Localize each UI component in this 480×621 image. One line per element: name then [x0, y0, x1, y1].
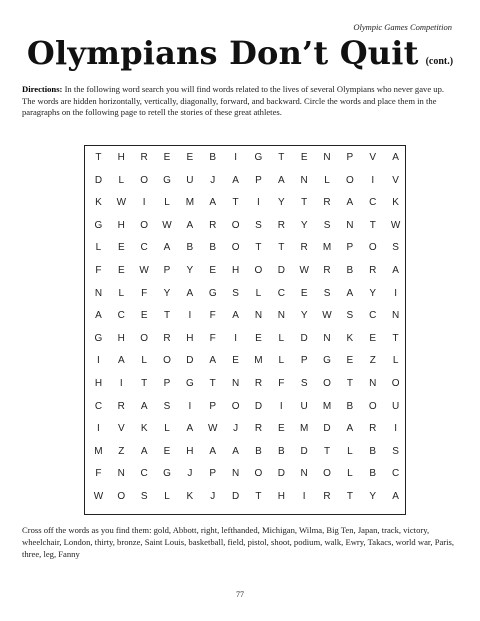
word-list: Cross off the words as you find them: gold, Abbott, right, lefthanded, Michigan, Wilma, Big Ten, Japan, track, victory, wheelchair, London, thirty, bronze, Saint Louis, basketball, field, pistol, shoot, podium, walk, Ewry, Takacs, world war, Paris, three, leg, Fanny [22, 525, 455, 559]
grid-letter[interactable]: S [346, 310, 354, 322]
grid-letter[interactable]: D [277, 265, 285, 276]
grid-letter[interactable]: S [140, 491, 148, 502]
grid-letter[interactable]: E [300, 152, 308, 163]
grid-letter[interactable]: I [371, 174, 375, 186]
grid-letter[interactable]: S [392, 242, 399, 254]
grid-letter[interactable]: P [209, 468, 217, 480]
grid-row [85, 310, 407, 321]
grid-letter[interactable]: T [369, 219, 376, 231]
grid-letter[interactable]: L [141, 355, 147, 367]
grid-letter[interactable]: E [346, 355, 354, 367]
directions-paragraph [22, 84, 458, 119]
grid-letter[interactable]: W [93, 491, 104, 502]
grid-row [85, 242, 407, 253]
grid-letter[interactable]: C [94, 400, 103, 412]
grid-letter[interactable]: G [163, 174, 171, 186]
grid-letter[interactable]: F [141, 287, 148, 299]
grid-letter[interactable]: P [163, 265, 171, 276]
grid-letter[interactable]: A [232, 445, 239, 457]
grid-letter[interactable]: A [346, 197, 354, 209]
grid-letter[interactable]: W [390, 219, 401, 231]
grid-letter[interactable]: G [323, 355, 331, 367]
grid-letter[interactable]: S [323, 219, 331, 231]
grid-letter[interactable]: I [119, 378, 123, 389]
grid-letter[interactable]: N [323, 332, 331, 344]
grid-letter[interactable]: S [300, 378, 308, 389]
grid-letter[interactable]: L [164, 423, 170, 435]
grid-letter[interactable]: G [208, 287, 217, 299]
grid-letter[interactable]: R [369, 265, 377, 276]
grid-letter[interactable]: N [346, 219, 354, 231]
grid-row [85, 265, 407, 276]
grid-letter[interactable]: R [300, 242, 308, 254]
grid-letter[interactable]: G [163, 468, 171, 480]
grid-letter[interactable]: B [209, 242, 217, 254]
grid-row [85, 288, 407, 299]
grid-letter[interactable]: N [300, 468, 308, 480]
grid-letter[interactable]: F [209, 310, 216, 322]
grid-letter[interactable]: R [277, 219, 285, 231]
grid-row [85, 491, 407, 502]
grid-letter[interactable]: R [163, 332, 171, 344]
grid-letter[interactable]: Y [369, 491, 377, 502]
grid-letter[interactable]: H [231, 265, 240, 276]
grid-letter[interactable]: O [117, 491, 126, 502]
grid-letter[interactable]: H [94, 378, 103, 389]
grid-letter[interactable]: N [277, 310, 285, 322]
grid-letter[interactable]: A [163, 242, 171, 254]
grid-letter[interactable]: T [346, 491, 353, 502]
grid-letter[interactable]: O [345, 174, 354, 186]
grid-letter[interactable]: W [299, 265, 309, 276]
grid-letter[interactable]: T [392, 332, 399, 344]
grid-letter[interactable]: R [140, 152, 148, 163]
grid-letter[interactable]: H [186, 445, 194, 457]
grid-letter[interactable]: D [254, 400, 263, 412]
grid-letter[interactable]: I [234, 332, 237, 344]
grid-letter[interactable]: Y [300, 219, 308, 231]
grid-letter[interactable]: T [278, 242, 285, 254]
grid-letter[interactable]: C [369, 197, 377, 209]
grid-row [85, 355, 407, 366]
grid-letter[interactable]: L [95, 242, 102, 254]
grid-letter[interactable]: E [300, 287, 308, 299]
grid-row [85, 220, 407, 231]
grid-letter[interactable]: P [209, 400, 217, 412]
grid-letter[interactable]: R [369, 423, 377, 435]
grid-letter[interactable]: L [324, 174, 330, 186]
grid-letter[interactable]: C [117, 310, 125, 322]
grid-letter[interactable]: D [323, 423, 331, 435]
grid-letter[interactable]: V [369, 152, 377, 163]
grid-letter[interactable]: P [300, 355, 308, 367]
word-search-grid [84, 145, 406, 515]
grid-letter[interactable]: Z [369, 355, 376, 367]
grid-letter[interactable]: A [117, 355, 125, 367]
grid-letter[interactable]: N [231, 378, 240, 389]
grid-letter[interactable]: T [95, 152, 102, 163]
grid-letter[interactable]: W [322, 310, 332, 322]
grid-letter[interactable]: V [392, 174, 399, 186]
grid-letter[interactable]: H [117, 332, 125, 344]
grid-letter[interactable]: K [346, 332, 354, 344]
grid-letter[interactable]: A [392, 265, 399, 276]
grid-letter[interactable]: P [346, 242, 354, 254]
grid-letter[interactable]: T [232, 197, 239, 209]
grid-letter[interactable]: O [231, 219, 240, 231]
grid-letter[interactable]: O [163, 355, 171, 367]
grid-letter[interactable]: D [94, 174, 103, 186]
grid-letter[interactable]: A [186, 219, 194, 231]
grid-letter[interactable]: L [164, 491, 170, 502]
grid-row [85, 468, 407, 479]
grid-letter[interactable]: A [140, 445, 148, 457]
grid-letter[interactable]: H [186, 332, 194, 344]
grid-letter[interactable]: M [254, 355, 263, 367]
grid-letter[interactable]: I [234, 152, 237, 163]
grid-letter[interactable]: O [368, 400, 377, 412]
grid-letter[interactable]: B [209, 152, 217, 163]
grid-letter[interactable]: B [277, 445, 285, 457]
grid-letter[interactable]: N [323, 152, 331, 163]
grid-letter[interactable]: E [369, 332, 377, 344]
grid-row [85, 333, 407, 344]
grid-letter[interactable]: A [392, 152, 399, 163]
grid-letter[interactable]: I [302, 491, 306, 502]
grid-letter[interactable]: B [186, 242, 194, 254]
page-title-main: Olympians Don’t Quit [26, 34, 419, 72]
grid-letter[interactable]: O [231, 242, 240, 254]
grid-letter[interactable]: A [186, 287, 194, 299]
grid-letter[interactable]: T [163, 310, 171, 322]
grid-letter[interactable]: Y [369, 287, 377, 299]
grid-row [85, 152, 407, 163]
grid-letter[interactable]: W [139, 265, 149, 276]
grid-letter[interactable]: T [255, 242, 262, 254]
grid-letter[interactable]: O [231, 400, 240, 412]
grid-letter[interactable]: I [97, 423, 100, 435]
grid-letter[interactable]: S [232, 287, 239, 299]
grid-letter[interactable]: N [391, 310, 400, 322]
grid-letter[interactable]: O [140, 332, 149, 344]
grid-letter[interactable]: N [369, 378, 377, 389]
grid-letter[interactable]: R [323, 197, 331, 209]
grid-letter[interactable]: B [255, 445, 262, 457]
grid-letter[interactable]: L [164, 197, 170, 209]
grid-letter[interactable]: A [232, 174, 239, 186]
grid-letter[interactable]: J [187, 468, 193, 480]
grid-letter[interactable]: A [346, 423, 354, 435]
grid-letter[interactable]: M [94, 445, 103, 457]
grid-letter[interactable]: D [277, 468, 285, 480]
grid-letter[interactable]: I [394, 423, 397, 435]
grid-letter[interactable]: L [347, 468, 353, 480]
grid-letter[interactable]: N [254, 310, 263, 322]
grid-letter[interactable]: B [369, 468, 377, 480]
grid-letter[interactable]: T [278, 152, 285, 163]
grid-letter[interactable]: T [255, 491, 262, 502]
grid-letter[interactable]: N [231, 468, 240, 480]
grid-letter[interactable]: L [347, 445, 353, 457]
page-number: 77 [236, 590, 244, 599]
grid-letter[interactable]: R [323, 491, 331, 502]
grid-letter[interactable]: G [94, 219, 103, 231]
grid-letter[interactable]: F [95, 468, 102, 480]
grid-letter[interactable]: K [186, 491, 194, 502]
grid-letter[interactable]: C [140, 468, 148, 480]
grid-letter[interactable]: O [323, 378, 331, 389]
grid-letter[interactable]: E [209, 265, 217, 276]
grid-letter[interactable]: E [163, 152, 171, 163]
grid-letter[interactable]: M [322, 242, 332, 254]
grid-letter[interactable]: R [117, 400, 125, 412]
grid-letter[interactable]: J [210, 174, 216, 186]
grid-letter[interactable]: Y [163, 287, 171, 299]
grid-letter[interactable]: Y [300, 310, 308, 322]
grid-letter[interactable]: C [369, 310, 377, 322]
grid-row [85, 197, 407, 208]
grid-letter[interactable]: L [118, 287, 125, 299]
grid-row [85, 401, 407, 412]
grid-letter[interactable]: A [95, 310, 102, 322]
grid-letter[interactable]: I [188, 310, 192, 322]
grid-row [85, 175, 407, 186]
grid-letter[interactable]: Z [118, 445, 125, 457]
grid-letter[interactable]: U [391, 400, 400, 412]
grid-letter[interactable]: C [277, 287, 285, 299]
grid-letter[interactable]: D [300, 332, 308, 344]
grid-letter[interactable]: N [300, 174, 308, 186]
grid-letter[interactable]: L [278, 332, 285, 344]
grid-letter[interactable]: Y [186, 265, 194, 276]
grid-letter[interactable]: K [95, 197, 102, 209]
grid-letter[interactable]: R [323, 265, 331, 276]
grid-letter[interactable]: B [369, 445, 377, 457]
grid-row [85, 446, 407, 457]
grid-letter[interactable]: F [95, 265, 102, 276]
grid-letter[interactable]: B [346, 265, 354, 276]
grid-letter[interactable]: T [346, 378, 353, 389]
grid-letter[interactable]: H [117, 219, 125, 231]
grid-letter[interactable]: E [140, 310, 148, 322]
grid-letter[interactable]: M [185, 197, 195, 209]
grid-letter[interactable]: A [209, 355, 217, 367]
grid-letter[interactable]: J [233, 423, 239, 435]
grid-letter[interactable]: E [117, 242, 125, 254]
grid-letter[interactable]: A [392, 491, 399, 502]
grid-letter[interactable]: E [277, 423, 285, 435]
grid-letter[interactable]: N [94, 287, 103, 299]
grid-letter[interactable]: L [392, 355, 399, 367]
grid-letter[interactable]: I [97, 355, 100, 367]
grid-letter[interactable]: E [186, 152, 194, 163]
grid-letter[interactable]: I [279, 400, 283, 412]
grid-letter[interactable]: T [323, 445, 331, 457]
grid-letter[interactable]: O [254, 468, 263, 480]
grid-letter[interactable]: E [255, 332, 262, 344]
grid-letter[interactable]: P [255, 174, 262, 186]
grid-row [85, 423, 407, 434]
grid-letter[interactable]: D [231, 491, 240, 502]
grid-letter[interactable]: S [392, 445, 399, 457]
grid-row [85, 378, 407, 389]
grid-letter[interactable]: U [300, 400, 308, 412]
grid-letter[interactable]: D [186, 355, 194, 367]
grid-letter[interactable]: M [322, 400, 332, 412]
grid-letter[interactable]: S [163, 400, 171, 412]
directions-label: Directions: [22, 84, 63, 94]
grid-letter[interactable]: S [323, 287, 331, 299]
grid-letter[interactable]: E [117, 265, 125, 276]
grid-letter[interactable]: A [209, 445, 217, 457]
grid-letter[interactable]: E [163, 445, 171, 457]
grid-letter[interactable]: A [209, 197, 217, 209]
grid-letter[interactable]: O [140, 219, 149, 231]
grid-letter[interactable]: N [117, 468, 125, 480]
grid-letter[interactable]: R [209, 219, 217, 231]
grid-letter[interactable]: A [186, 423, 194, 435]
page-title [0, 34, 480, 72]
grid-letter[interactable]: R [254, 378, 263, 389]
grid-letter[interactable]: W [208, 423, 218, 435]
series-title: Olympic Games Competition [353, 22, 452, 32]
grid-letter[interactable]: I [142, 197, 146, 209]
grid-letter[interactable]: K [392, 197, 399, 209]
grid-letter[interactable]: F [278, 378, 285, 389]
grid-letter[interactable]: T [301, 197, 308, 209]
grid-letter[interactable]: T [209, 378, 216, 389]
grid-letter[interactable]: R [254, 423, 263, 435]
grid-letter[interactable]: O [323, 468, 331, 480]
grid-letter[interactable]: P [163, 378, 171, 389]
grid-letter[interactable]: B [346, 400, 354, 412]
grid-letter[interactable]: A [277, 174, 285, 186]
grid-letter[interactable]: W [116, 197, 127, 209]
grid-letter[interactable]: I [257, 197, 260, 209]
grid-letter[interactable]: C [391, 468, 400, 480]
grid-letter[interactable]: O [368, 242, 377, 254]
grid-letter[interactable]: L [278, 355, 285, 367]
grid-letter[interactable]: I [394, 287, 397, 299]
grid-letter[interactable]: V [117, 423, 125, 435]
grid-letter[interactable]: A [140, 400, 148, 412]
grid-letter[interactable]: J [210, 491, 216, 502]
grid-letter[interactable]: U [186, 174, 194, 186]
grid-letter[interactable]: O [391, 378, 400, 389]
page-title-suffix: (cont.) [425, 56, 454, 67]
grid-letter[interactable]: C [140, 242, 148, 254]
grid-letter[interactable]: K [140, 423, 148, 435]
grid-letter[interactable]: S [255, 219, 262, 231]
directions-text: In the following word search you will find words related to the lives of several Olympians who never gave up. The words are hidden horizontally, vertically, diagonally, forward, and backward. Circle the words and place them in the paragraphs on the following page to retell the stories of these great athletes. [22, 84, 445, 118]
grid-letter[interactable]: H [277, 491, 285, 502]
grid-letter[interactable]: F [209, 332, 216, 344]
grid-letter[interactable]: E [232, 355, 239, 367]
grid-letter[interactable]: W [162, 219, 172, 231]
grid-letter[interactable]: T [141, 378, 148, 389]
grid-letter[interactable]: O [254, 265, 263, 276]
grid-letter[interactable]: I [188, 400, 192, 412]
grid-letter[interactable]: L [255, 287, 262, 299]
grid-letter[interactable]: D [300, 445, 308, 457]
grid-letter[interactable]: G [185, 378, 194, 389]
grid-letter[interactable]: H [117, 152, 125, 163]
grid-letter[interactable]: M [299, 423, 309, 435]
grid-letter[interactable]: G [94, 332, 103, 344]
grid-letter[interactable]: L [118, 174, 125, 186]
grid-letter[interactable]: O [140, 174, 149, 186]
grid-letter[interactable]: A [346, 287, 354, 299]
grid-letter[interactable]: G [254, 152, 263, 163]
grid-letter[interactable]: P [346, 152, 354, 163]
grid-letter[interactable]: A [232, 310, 239, 322]
grid-letter[interactable]: Y [277, 197, 285, 209]
